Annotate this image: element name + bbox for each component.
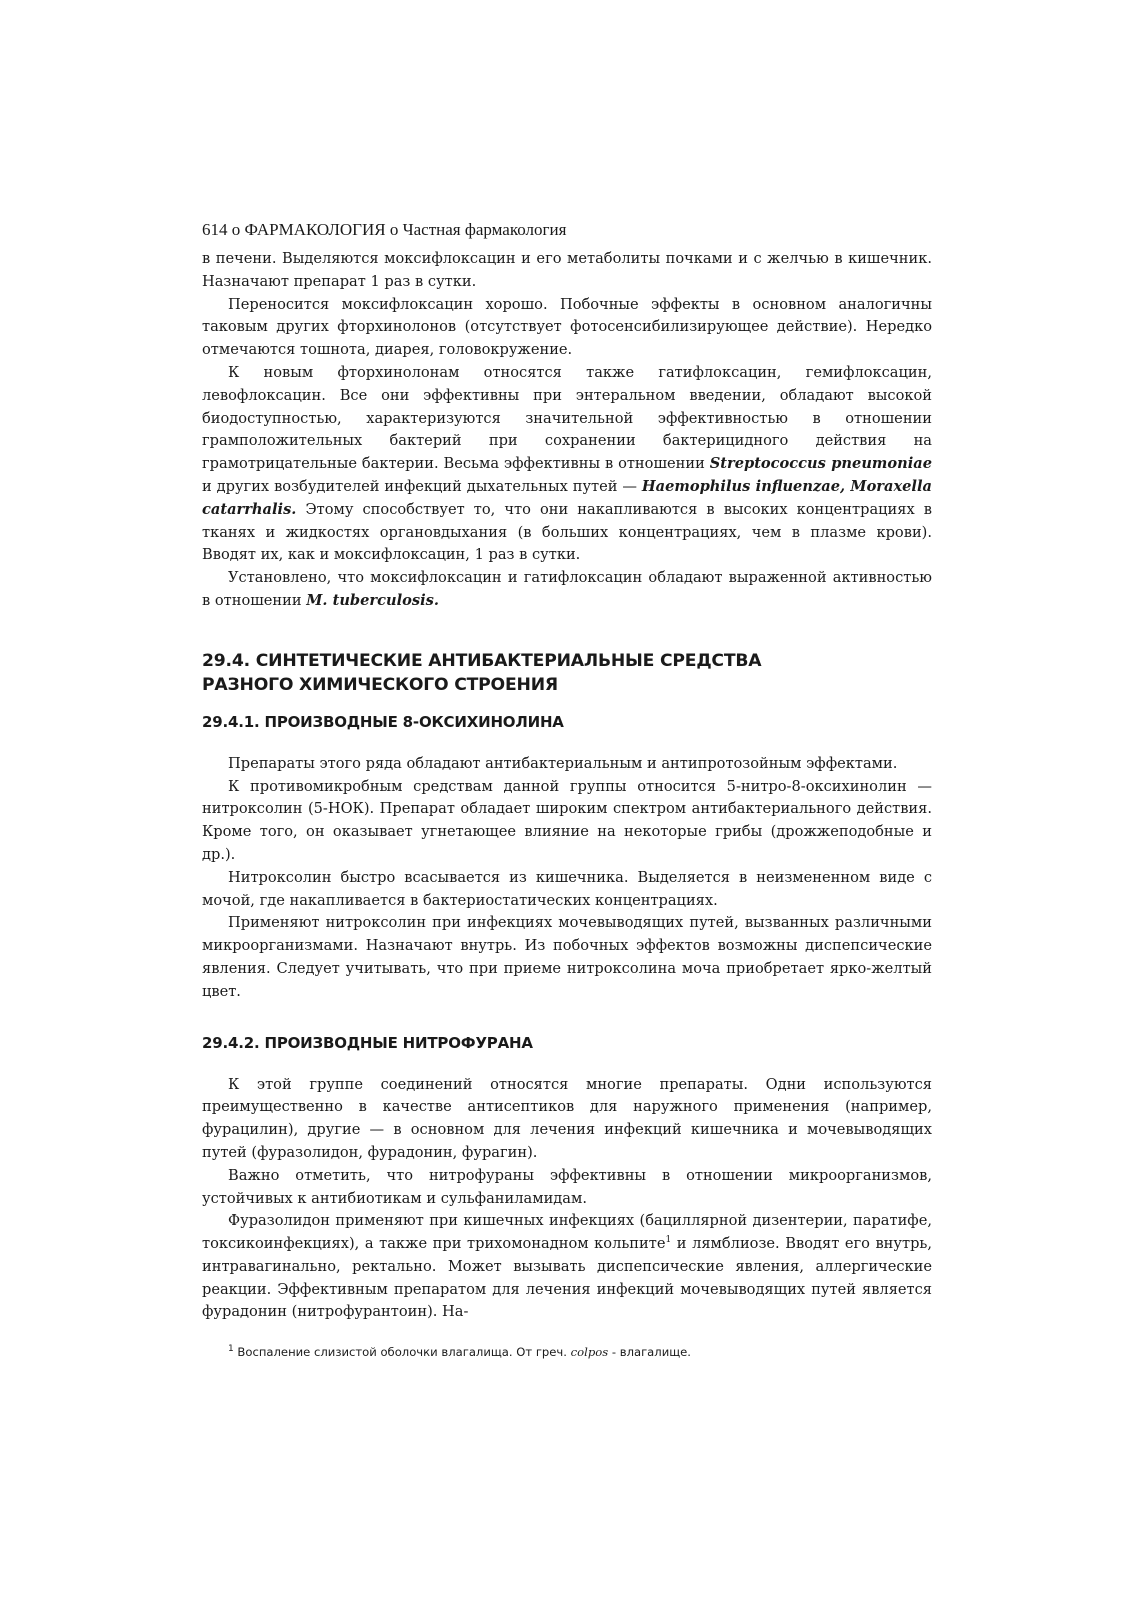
paragraph: Важно отметить, что нитрофураны эффективны в отношении микроорганизмов, устойчивых к антибиотикам и сульфаниламидам. [202,1166,932,1207]
paragraph: Нитроксолин быстро всасывается из кишечника. Выделяется в неизмененном виде с мочой, где накапливается в бактериостатических концентрациях. [202,868,932,909]
text-run: Этому способствует то, что они накапливаются в высоких концентрациях в тканях и жидкостях органовдыхания (в больших концентрациях, чем в плазме крови). Вводят их, как и моксифлоксацин, 1 раз в сутки. [202,500,932,564]
footnote-term: colpos [570,1345,609,1360]
paragraph: Применяют нитроксолин при инфекциях мочевыводящих путей, вызванных различными микроорганизмами. Назначают внутрь. Из побочных эффектов возможны диспепсические явления. Следует учитывать, что при приеме нитроксолина моча приобретает ярко-желтый цвет. [202,914,932,1000]
paragraph [202,362,932,567]
book-page [202,218,932,1360]
text-run: и лямблиозе. Вводят его внутрь, интравагинально, ректально. Может вызывать диспепсические явления, аллергические реакции. Эффективным препаратом для лечения инфекций мочевыводящих путей является фурадонин (нитрофурантоин). На- [202,1235,932,1321]
running-head: 614 o ФАРМАКОЛОГИЯ o Частная фармакология [202,220,567,239]
section-heading-line: 29.4. СИНТЕТИЧЕСКИЕ АНТИБАКТЕРИАЛЬНЫЕ СРЕДСТВА [202,650,762,671]
paragraph: Переносится моксифлоксацин хорошо. Побочные эффекты в основном аналогичны таковым других фторхинолонов (отсутствует фотосенсибилизирующее действие). Нередко отмечаются тошнота, диарея, головокружение. [202,295,932,359]
subsection-heading: 29.4.1. ПРОИЗВОДНЫЕ 8-ОКСИХИНОЛИНА [202,712,564,731]
text-run: Воспаление слизистой оболочки влагалища. От греч. [233,1345,571,1360]
paragraph: К этой группе соединений относятся многие препараты. Одни используются преимущественно в качестве антисептиков для наружного применения (например, фурацилин), другие — в основном для лечения инфекций кишечника и мочевыводящих путей (фуразолидон, фурадонин, фурагин). [202,1075,932,1161]
text-run: и других возбудителей инфекций дыхательных путей — [202,477,642,495]
text-run: - влагалище. [608,1345,691,1360]
paragraph [202,1210,932,1324]
text-run: Установлено, что моксифлоксацин и гатифлоксацин обладают выраженной активностью в отношении [202,569,932,609]
species-name: Streptococcus pneumoniae [709,455,933,473]
footnote-mark: 1 [228,1344,234,1355]
body-text [202,248,932,613]
text-run: Фуразолидон применяют при кишечных инфекциях (бациллярной дизентерии, паратифе, токсикоинфекциях), а также при трихомонадном кольпите [202,1212,932,1253]
footnote-ref[interactable]: 1 [665,1235,672,1246]
paragraph: в печени. Выделяются моксифлоксацин и его метаболиты почками и с желчью в кишечник. Назначают препарат 1 раз в сутки. [202,250,932,290]
section-heading-line: РАЗНОГО ХИМИЧЕСКОГО СТРОЕНИЯ [202,674,558,695]
body-text [202,753,932,1004]
text-run: К новым фторхинолонам относятся также гатифлоксацин, гемифлоксацин, левофлоксацин. Все они эффективны при энтеральном введении, обладают высокой биодоступностью, характеризуются значительной эффективностью в отношении грамположительных бактерий при сохранении бактерицидного действия на грамотрицательные бактерии. Весьма эффективны в отношении [202,363,932,473]
body-text [202,1074,932,1325]
footnote [202,1344,932,1360]
paragraph [202,567,932,613]
section-heading [202,649,932,697]
subsection-heading: 29.4.2. ПРОИЗВОДНЫЕ НИТРОФУРАНА [202,1033,533,1052]
species-name: Haemophilus influenzae, Moraxella catarrhalis. [202,477,932,518]
species-name: M. tuberculosis. [306,591,439,609]
paragraph: К противомикробным средствам данной группы относится 5-нитро-8-оксихинолин — нитроксолин (5-НОК). Препарат обладает широким спектром антибактериального действия. Кроме того, он оказывает угнетающее влияние на некоторые грибы (дрожжеподобные и др.). [202,777,932,863]
paragraph: Препараты этого ряда обладают антибактериальным и антипротозойным эффектами. [228,754,898,772]
